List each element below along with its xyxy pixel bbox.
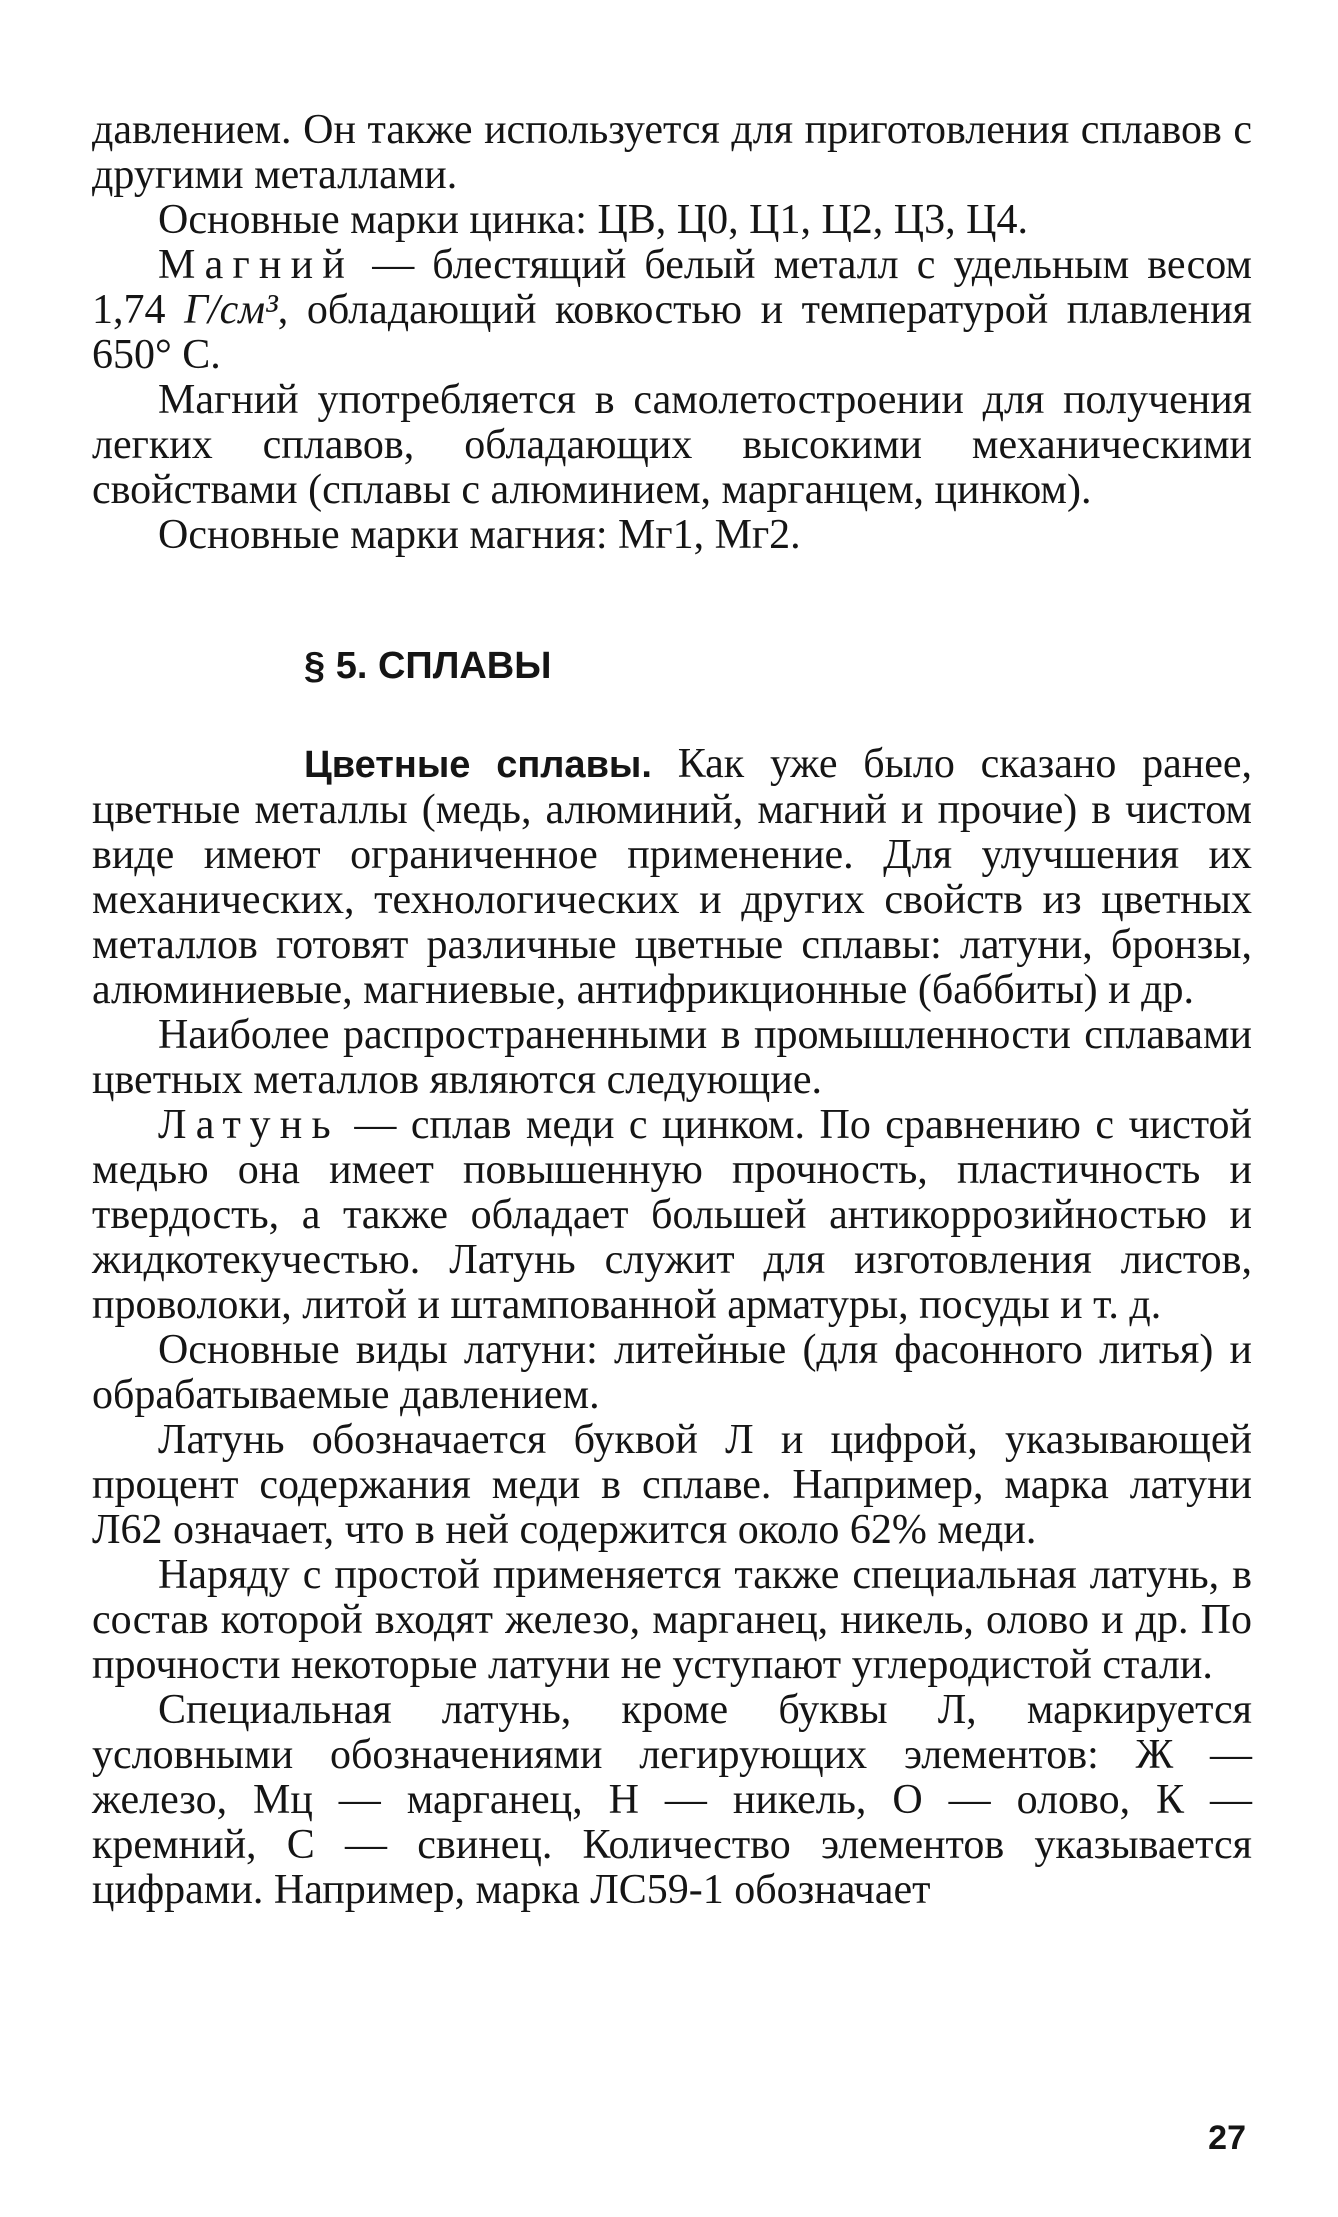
magnesium-definition-text-b: , обладающий ковкостью и температурой плавления 650° С. — [92, 287, 1252, 378]
paragraph-special-brass-marking: Специальная латунь, кроме буквы Л, маркируется условными обозначениями легирующих элементов: Ж — железо, Мц — марганец, Н — никель, О — олово, К — кремний, С — свинец. Количество элементов указывается цифрами. Например, марка ЛС59-1 обозначает — [92, 1687, 1252, 1913]
term-brass: Латунь — [158, 1102, 340, 1148]
paragraph-magnesium-usage: Магний употребляется в самолетостроении для получения легких сплавов, обладающих высокими механическими свойствами (сплавы с алюминием, марганцем, цинком). — [92, 377, 1252, 513]
brass-definition-text: — сплав меди с цинком. По сравнению с чистой медью она имеет повышенную прочность, пластичность и твердость, а также обладает большей антикоррозийностью и жидкотекучестью. Латунь служит для изготовления листов, проволоки, литой и штампованной арматуры, посуды и т. д. — [92, 1102, 1252, 1328]
paragraph-special-brass: Наряду с простой применяется также специальная латунь, в состав которой входят железо, марганец, никель, олово и др. По прочности некоторые латуни не уступают углеродистой стали. — [92, 1552, 1252, 1688]
paragraph-zinc-grades: Основные марки цинка: ЦВ, Ц0, Ц1, Ц2, Ц3, Ц4. — [158, 197, 1028, 243]
paragraph-brass-types: Основные виды латуни: литейные (для фасонного литья) и обрабатываемые давлением. — [92, 1327, 1252, 1418]
paragraph-common-alloys: Наиболее распространенными в промышленности сплавами цветных металлов являются следующие. — [92, 1012, 1252, 1103]
runin-heading: Цветные сплавы. — [304, 744, 652, 786]
paragraph-brass-marking: Латунь обозначается буквой Л и цифрой, указывающей процент содержания меди в сплаве. Например, марка латуни Л62 означает, что в ней содержится около 62% меди. — [92, 1417, 1252, 1553]
page-body — [92, 108, 1252, 2188]
paragraph-magnesium-grades: Основные марки магния: Мг1, Мг2. — [158, 512, 801, 558]
term-magnesium: Магний — [158, 242, 355, 288]
paragraph-nonferrous-alloys — [92, 742, 1252, 1013]
nonferrous-alloys-text: Как уже было сказано ранее, цветные металлы (медь, алюминий, магний и прочие) в чистом виде имеют ограниченное применение. Для улучшения их механических, технологических и других свойств из цветных металлов готовят различные цветные сплавы: латуни, бронзы, алюминиевые, магниевые, антифрикционные (баббиты) и др. — [92, 741, 1252, 1013]
paragraph-brass-definition — [92, 1103, 1252, 1328]
page-number: 27 — [1208, 2119, 1246, 2157]
section-heading: § 5. СПЛАВЫ — [304, 645, 552, 687]
density-unit: Г/см³ — [184, 287, 278, 333]
paragraph-magnesium-definition — [92, 243, 1252, 378]
paragraph-zinc-usage: давлением. Он также используется для приготовления сплавов с другими металлами. — [92, 107, 1252, 198]
magnesium-definition-text-a: — блестящий белый металл с удельным весом 1,74 — [92, 242, 1252, 333]
